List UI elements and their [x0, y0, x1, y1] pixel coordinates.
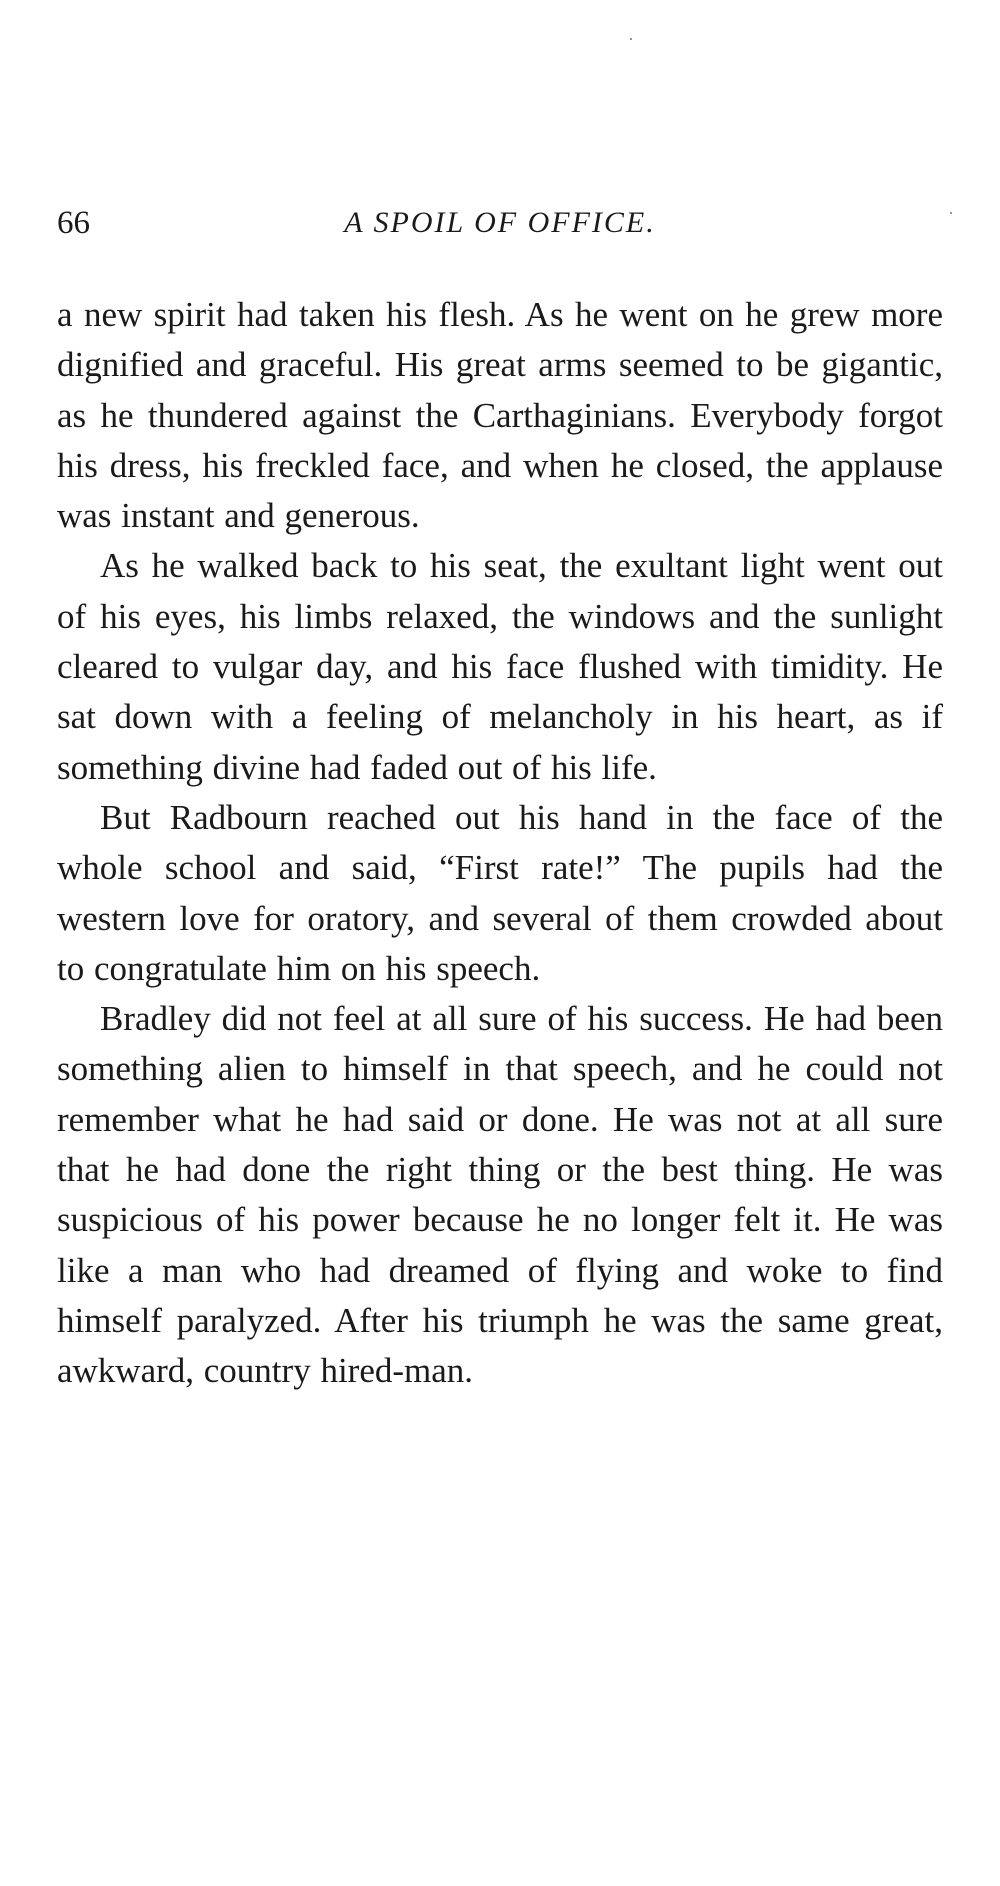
page-number: 66 — [57, 205, 90, 241]
page-header — [57, 200, 943, 246]
print-speck — [630, 38, 632, 40]
paragraph-4: Bradley did not feel at all sure of his success. He had been something alien to himself in that speech, and he could not remember what he had said or done. He was not at all sure that he had done the right thing or the best thing. He was suspicious of his power because he no longer felt it. He was like a man who had dreamed of flying and woke to find himself paralyzed. After his triumph he was the same great, awkward, country hired-man. — [57, 999, 943, 1391]
paragraph-2: As he walked back to his seat, the exultant light went out of his eyes, his limbs relaxed, the windows and the sunlight cleared to vulgar day, and his face flushed with timidity. He sat down with a feeling of melancholy in his heart, as if something divine had faded out of his life. — [57, 546, 943, 787]
running-title: A SPOIL OF OFFICE. — [344, 206, 656, 239]
paragraph-1: a new spirit had taken his flesh. As he went on he grew more dignified and graceful. His great arms seemed to be gigantic, as he thundered against the Carthaginians. Everybody forgot his dress, his freckled face, and when he closed, the applause was instant and generous. — [57, 295, 943, 536]
print-speck — [950, 212, 952, 214]
body-text — [57, 290, 943, 1397]
paragraph-3: But Radbourn reached out his hand in the face of the whole school and said, “First rate!” The pupils had the western love for oratory, and several of them crowded about to congratulate him on his speech. — [57, 797, 943, 988]
